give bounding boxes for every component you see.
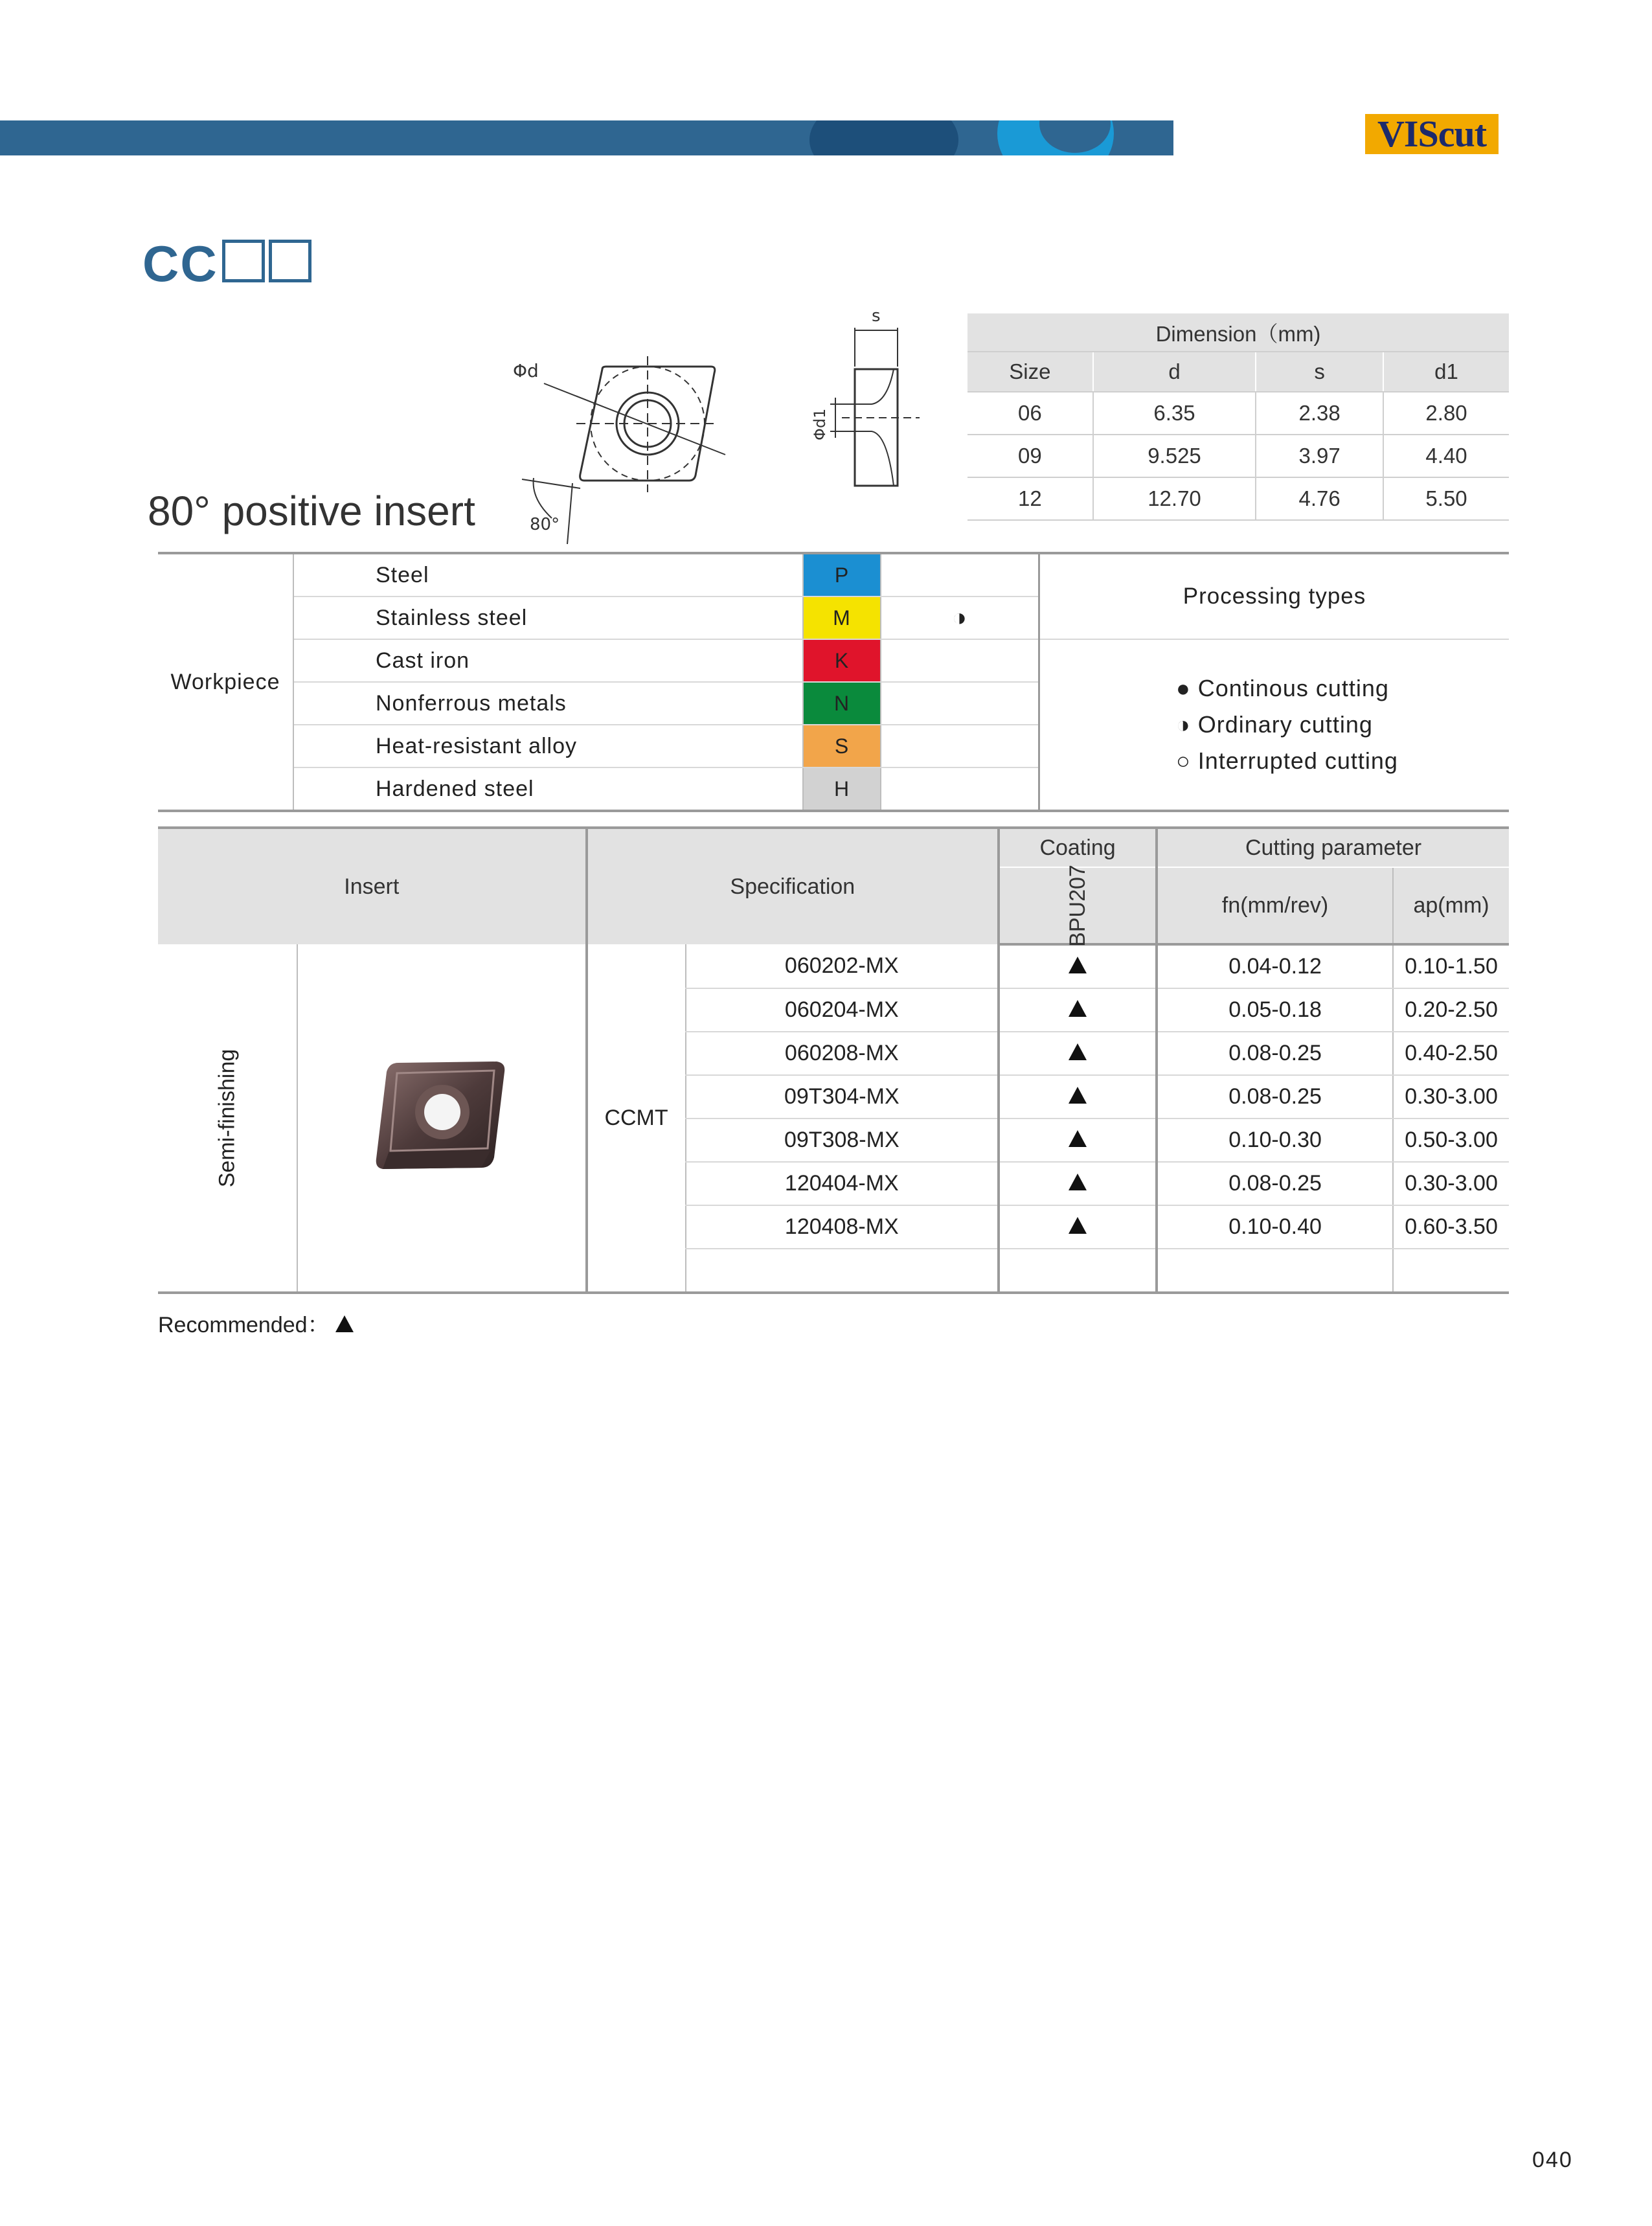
iso-badge: S: [803, 725, 881, 767]
table-row: [158, 639, 1509, 682]
triangle-icon: [1069, 1217, 1087, 1234]
fn-cell: 0.08-0.25: [1157, 1162, 1393, 1205]
insert-image-cell: [297, 944, 587, 1293]
processing-mark: [881, 725, 1039, 767]
recommended-label: Recommended：: [158, 1313, 330, 1337]
triangle-icon: [1069, 1043, 1087, 1060]
coating-mark-cell: [999, 1075, 1157, 1119]
fn-cell: 0.10-0.40: [1157, 1205, 1393, 1249]
workpiece-table: [158, 552, 1509, 812]
ap-cell: [1393, 1249, 1509, 1293]
iso-badge: M: [803, 596, 881, 639]
triangle-icon: [1069, 1174, 1087, 1190]
fn-cell: 0.05-0.18: [1157, 988, 1393, 1032]
ap-cell: 0.10-1.50: [1393, 944, 1509, 988]
brand-logo: VIScut: [1365, 114, 1499, 154]
ap-cell: 0.40-2.50: [1393, 1032, 1509, 1075]
dim-header-size: Size: [967, 352, 1093, 392]
fn-cell: 0.04-0.12: [1157, 944, 1393, 988]
ap-cell: 0.20-2.50: [1393, 988, 1509, 1032]
recommended-note: [158, 1307, 354, 1339]
material-name: Hardened steel: [376, 776, 534, 801]
label-d1: Φd1: [811, 408, 829, 440]
dimension-table-title: Dimension（mm): [967, 313, 1509, 352]
spec-cell: 060202-MX: [686, 944, 999, 988]
header-ap: ap(mm): [1393, 867, 1509, 944]
insert-table: [158, 826, 1509, 1294]
table-cell: 06: [967, 392, 1093, 435]
spec-cell: 120408-MX: [686, 1205, 999, 1249]
insert-photo-icon: [367, 1054, 516, 1177]
table-cell: 2.80: [1383, 392, 1509, 435]
dim-header-d: d: [1093, 352, 1256, 392]
series-cell: CCMT: [587, 944, 686, 1293]
table-row: [158, 553, 1509, 596]
fn-cell: 0.10-0.30: [1157, 1119, 1393, 1162]
header-band: [0, 120, 1173, 155]
processing-mark: ◑: [881, 596, 1039, 639]
legend-ordinary: ◑ Ordinary cutting: [1176, 711, 1373, 738]
spec-cell: 120404-MX: [686, 1162, 999, 1205]
triangle-icon: [1069, 1000, 1087, 1017]
iso-badge: H: [803, 767, 881, 811]
table-row: [967, 477, 1509, 520]
page-subtitle: 80° positive insert: [148, 488, 475, 534]
spec-cell: 060204-MX: [686, 988, 999, 1032]
product-code: [142, 234, 311, 293]
table-cell: 6.35: [1093, 392, 1256, 435]
fn-cell: 0.08-0.25: [1157, 1075, 1393, 1119]
table-cell: 12.70: [1093, 477, 1256, 520]
header-specification: Specification: [587, 828, 999, 944]
processing-mark: [881, 682, 1039, 725]
ap-cell: 0.30-3.00: [1393, 1162, 1509, 1205]
fn-cell: 0.08-0.25: [1157, 1032, 1393, 1075]
material-name: Steel: [293, 553, 803, 596]
table-cell: 3.97: [1256, 435, 1383, 477]
ap-cell: 0.50-3.00: [1393, 1119, 1509, 1162]
ap-cell: 0.60-3.50: [1393, 1205, 1509, 1249]
coating-mark-cell: [999, 944, 1157, 988]
processing-mark: [881, 767, 1039, 811]
table-cell: 9.525: [1093, 435, 1256, 477]
dim-header-s: s: [1256, 352, 1383, 392]
processing-mark: [881, 639, 1039, 682]
spec-cell: 09T308-MX: [686, 1119, 999, 1162]
spec-cell: 060208-MX: [686, 1032, 999, 1075]
header-fn: fn(mm/rev): [1157, 867, 1393, 944]
spec-cell: 09T304-MX: [686, 1075, 999, 1119]
table-cell: 4.76: [1256, 477, 1383, 520]
table-row: [967, 392, 1509, 435]
legend-continuous: ● Continous cutting: [1176, 675, 1389, 701]
placeholder-box-icon: [222, 240, 265, 282]
dim-header-d1: d1: [1383, 352, 1509, 392]
processing-types-title: Processing types: [1039, 553, 1510, 639]
table-row: [158, 944, 1509, 988]
header-coating-grade: [999, 864, 1157, 947]
table-row: [967, 435, 1509, 477]
material-name: Stainless steel: [293, 596, 803, 639]
coating-mark-cell: [999, 1249, 1157, 1293]
table-cell: 2.38: [1256, 392, 1383, 435]
page-number: 040: [1532, 2148, 1573, 2172]
table-cell: 5.50: [1383, 477, 1509, 520]
triangle-icon: [335, 1315, 354, 1332]
header-coating: Coating: [999, 828, 1157, 867]
table-cell: 4.40: [1383, 435, 1509, 477]
table-cell: 09: [967, 435, 1093, 477]
triangle-icon: [1069, 1130, 1087, 1147]
insert-drawing: [505, 304, 933, 551]
category-label: Semi-finishing: [214, 1049, 240, 1187]
header-cutting-parameter: Cutting parameter: [1157, 828, 1509, 867]
coating-mark-cell: [999, 1032, 1157, 1075]
label-s: s: [872, 306, 881, 326]
fn-cell: [1157, 1249, 1393, 1293]
ap-cell: 0.30-3.00: [1393, 1075, 1509, 1119]
material-name: Nonferrous metals: [293, 682, 803, 725]
material-name: Heat-resistant alloy: [293, 725, 803, 767]
label-d: Φd: [513, 360, 539, 381]
table-cell: 12: [967, 477, 1093, 520]
category-cell: [158, 944, 297, 1293]
coating-mark-cell: [999, 1162, 1157, 1205]
coating-mark-cell: [999, 988, 1157, 1032]
material-name: Cast iron: [293, 639, 803, 682]
triangle-icon: [1069, 1087, 1087, 1104]
coating-mark-cell: [999, 1119, 1157, 1162]
processing-mark: [881, 553, 1039, 596]
label-angle: 80°: [530, 515, 560, 534]
header-insert: Insert: [158, 828, 587, 944]
processing-legend: [1039, 639, 1510, 811]
workpiece-label: Workpiece: [158, 553, 293, 811]
spec-cell: [686, 1249, 999, 1293]
triangle-icon: [1069, 957, 1087, 973]
coating-mark-cell: [999, 1205, 1157, 1249]
product-code-text: CC: [142, 235, 218, 292]
legend-interrupted: ○ Interrupted cutting: [1176, 747, 1398, 774]
iso-badge: K: [803, 639, 881, 682]
iso-badge: N: [803, 682, 881, 725]
coating-grade-label: BPU207: [1065, 864, 1090, 947]
iso-badge: P: [803, 553, 881, 596]
placeholder-box-icon: [269, 240, 311, 282]
dimension-table: [967, 313, 1509, 521]
